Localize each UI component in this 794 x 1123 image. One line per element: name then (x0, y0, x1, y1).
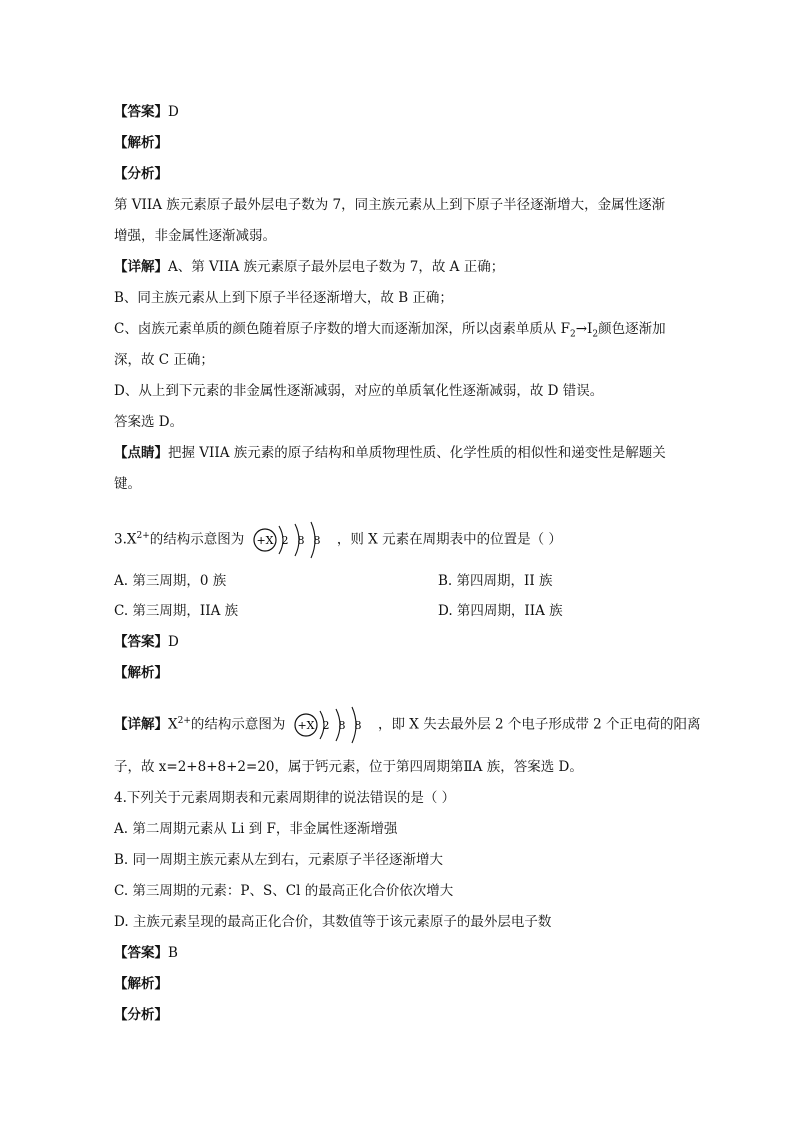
q4-option-a: A. 第二周期元素从 Li 到 F，非金属性逐渐增强 (114, 821, 398, 837)
q4-option-d: D. 主族元素呈现的最高正化合价，其数值等于该元素原子的最外层电子数 (114, 914, 552, 930)
shell-electrons-2: 8 (338, 719, 346, 732)
answer-value: B (168, 945, 178, 961)
shell-electrons-3: 8 (313, 534, 321, 547)
atom-structure-diagram-detail (292, 705, 372, 745)
q4-analysis-label: 【解析】 (114, 976, 168, 992)
detail-c-sub2: 2 (592, 329, 599, 340)
q3-stem (114, 520, 562, 560)
detail-c-sub1: 2 (570, 329, 576, 340)
q3-analysis-label: 【解析】 (114, 665, 168, 681)
q3-detail-prefix: X (168, 716, 178, 733)
q3-option-c: C. 第三周期，IIA 族 (114, 603, 239, 619)
detail-c-text-end: 颜色逐渐加 (598, 321, 666, 337)
nucleus-label: +X (256, 534, 274, 547)
q4-fenxi-label: 【分析】 (114, 1007, 168, 1023)
q3-stem-sup: 2+ (136, 531, 150, 541)
detail-label: 【详解】 (114, 716, 168, 733)
detail-a-text: A、第 VIIA 族元素原子最外层电子数为 7，故 A 正确； (168, 259, 505, 275)
detail-c-text: C、卤族元素单质的颜色随着原子序数的增大而逐渐加深，所以卤素单质从 F (114, 321, 570, 337)
q3-detail-suffix: ，即 X 失去最外层 2 个电子形成带 2 个正电荷的阳离 (378, 716, 701, 733)
shell-electrons-2: 8 (297, 534, 305, 547)
fenxi-label-q2: 【分析】 (114, 166, 168, 182)
shell-electrons-1: 2 (281, 534, 289, 547)
detail-label: 【详解】 (114, 259, 168, 275)
tips-label: 【点睛】 (114, 445, 168, 461)
answer-label: 【答案】 (114, 634, 168, 650)
analysis-label-q2: 【解析】 (114, 135, 168, 151)
detail-c-arrow: →I (575, 321, 593, 337)
q4-answer-line (114, 943, 178, 963)
answer-label: 【答案】 (114, 945, 168, 961)
q3-option-b: B. 第四周期，II 族 (438, 573, 553, 589)
tips-text: 把握 VIIA 族元素的原子结构和单质物理性质、化学性质的相似性和递变性是解题关 (168, 445, 666, 461)
answer-label: 【答案】 (114, 104, 168, 120)
detail-a-line (114, 257, 504, 277)
shell-electrons-1: 2 (322, 719, 330, 732)
q3-stem-mid: 的结构示意图为 (149, 531, 245, 548)
answer-value: D (168, 104, 179, 120)
tips-line1 (114, 443, 666, 463)
q3-option-d: D. 第四周期，IIA 族 (438, 603, 563, 619)
nucleus-label: +X (297, 719, 315, 732)
q3-detail-line1 (114, 705, 701, 745)
q4-option-b: B. 同一周期主族元素从左到右，元素原子半径逐渐增大 (114, 852, 444, 868)
detail-b-line: B、同主族元素从上到下原子半径逐渐增大，故 B 正确； (114, 290, 453, 306)
choice-line: 答案选 D。 (114, 414, 184, 430)
q4-option-c: C. 第三周期的元素：P、S、Cl 的最高正化合价依次增大 (114, 883, 454, 899)
q3-stem-suffix: ，则 X 元素在周期表中的位置是（ ） (336, 531, 562, 548)
fenxi-text-q2-line2: 增强，非金属性逐渐减弱。 (114, 228, 276, 244)
tips-line2: 键。 (114, 476, 141, 492)
answer-line-q2 (114, 102, 179, 122)
detail-d-line: D、从上到下元素的非金属性逐渐减弱，对应的单质氧化性逐渐减弱，故 D 错误。 (114, 383, 604, 399)
q3-stem-prefix: 3.X (114, 531, 137, 548)
detail-c-line2: 深，故 C 正确； (114, 352, 214, 368)
q3-detail-line2: 子，故 x=2+8+8+2=20，属于钙元素，位于第四周期第ⅡA 族，答案选 D。 (114, 759, 583, 775)
atom-structure-diagram (251, 520, 331, 560)
answer-value: D (168, 634, 179, 650)
q3-option-a: A. 第三周期，0 族 (114, 573, 227, 589)
q3-detail-mid: 的结构示意图为 (190, 716, 286, 733)
shell-electrons-3: 8 (354, 719, 362, 732)
detail-c-line1 (114, 319, 666, 339)
q4-stem: 4.下列关于元素周期表和元素周期律的说法错误的是（ ） (114, 790, 456, 806)
q3-detail-sup: 2+ (177, 716, 191, 726)
fenxi-text-q2-line1: 第 VIIA 族元素原子最外层电子数为 7，同主族元素从上到下原子半径逐渐增大，金属性逐渐 (114, 197, 666, 213)
q3-answer-line (114, 632, 179, 652)
